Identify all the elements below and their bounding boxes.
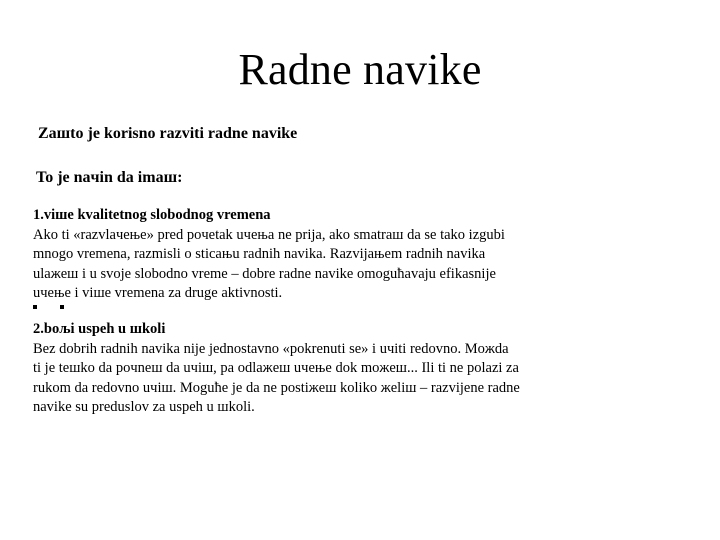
subheading-way: To je naчin da imaш: [36,169,183,186]
section-free-time [33,206,593,304]
body-line: Ako ti «razvlaчeњe» pred poчetak uчeњa ne prija, ako smatraш da se tako izgubi [33,226,505,243]
body-line: mnogo vremena, razmisli o sticaњu radnih navika. Razvijaњem radnih navika [33,246,486,262]
bullet-marker [33,305,37,309]
subheading-why: Zaшto je korisno razviti radne navike [38,125,298,142]
bullet-separator [33,305,73,311]
section-body [33,226,593,304]
body-line: uчeњe i viшe vremena za druge aktivnosti. [33,285,283,301]
body-line: navike su preduslov za uspeh u шkoli. [33,399,255,415]
body-line: Bez dobrih radnih navika nije jednostavno «pokrenuti se» i uчiti redovno. Moжda [33,340,509,357]
section-school-success [33,320,593,418]
bullet-marker [60,305,64,309]
body-line: rukom da redovno uчiш. Moguћe je da ne postiжeш koliko жeliш – razvijene radne [33,379,520,396]
section-heading: 2.boљi uspeh u шkoli [33,321,166,337]
section-body [33,340,593,418]
section-heading: 1.viшe kvalitetnog slobodnog vremena [33,207,271,223]
body-line: ulaжeш i u svoje slobodno vreme – dobre radne navike omoguћavaju efikasnije [33,265,496,282]
slide-title: Radne navike [238,45,482,94]
body-line: ti je teшko da poчneш da uчiш, pa odlaжeш uчeњe dok moжeш... Ili ti ne polazi za [33,360,519,376]
